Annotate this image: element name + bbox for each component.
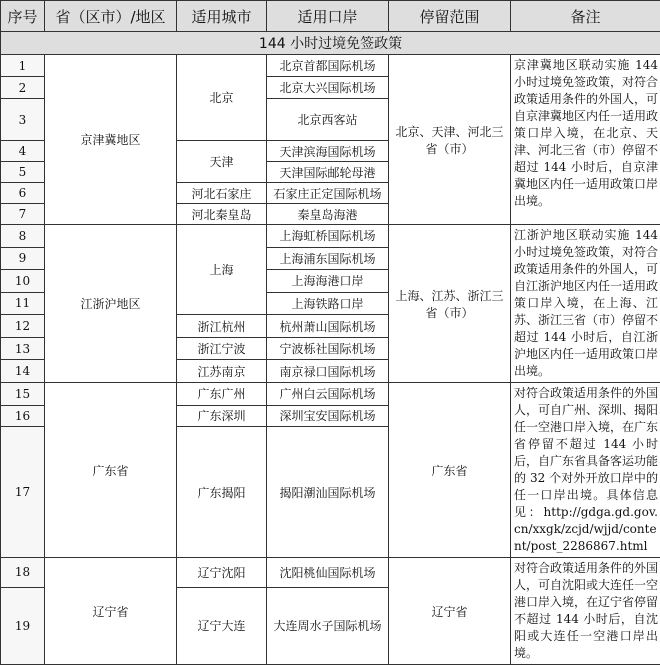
- port-cell: 沈阳桃仙国际机场: [267, 558, 389, 588]
- city-cell: 河北秦皇岛: [177, 204, 267, 225]
- table-row: [1, 55, 660, 77]
- stay-scope: 上海、江苏、浙江三省（市）: [389, 225, 511, 383]
- stay-scope: 北京、天津、河北三省（市）: [389, 55, 511, 225]
- city-cell: 浙江宁波: [177, 337, 267, 360]
- table-row: [1, 383, 660, 406]
- port-cell: 上海海港口岸: [267, 270, 389, 293]
- city-cell: 浙江杭州: [177, 315, 267, 338]
- header-remarks: 备注: [511, 1, 660, 32]
- port-cell: 深圳宝安国际机场: [267, 405, 389, 427]
- row-number: 1: [1, 55, 45, 77]
- row-number: 12: [1, 315, 45, 338]
- remarks-text: 对符合政策适用条件的外国人，可自广州、深圳、揭阳任一空港口岸入境，在广东省停留不超过 144 小时后，自广东省具备客运功能的 32 个对外开放口岸中的任一口岸出境。具体信息见：http://gdga.gd.gov.cn/xxgk/zcjd/wjjd/content/post_2286867.html: [511, 383, 660, 558]
- port-cell: 上海浦东国际机场: [267, 247, 389, 270]
- header-port: 适用口岸: [267, 1, 389, 32]
- port-cell: 南京禄口国际机场: [267, 360, 389, 383]
- row-number: 4: [1, 141, 45, 162]
- header-city: 适用城市: [177, 1, 267, 32]
- port-cell: 上海虹桥国际机场: [267, 225, 389, 248]
- row-number: 3: [1, 99, 45, 141]
- section-title: 144 小时过境免签政策: [1, 32, 660, 55]
- row-number: 8: [1, 225, 45, 248]
- row-number: 16: [1, 405, 45, 427]
- port-cell: 揭阳潮汕国际机场: [267, 427, 389, 558]
- port-cell: 北京首都国际机场: [267, 55, 389, 77]
- row-number: 13: [1, 337, 45, 360]
- region-name: 京津冀地区: [45, 55, 177, 225]
- port-cell: 石家庄正定国际机场: [267, 183, 389, 204]
- remarks-text: 京津冀地区联动实施 144 小时过境免签政策，对符合政策适用条件的外国人，可自京津冀地区内任一适用政策口岸入境，在北京、天津、河北三省（市）停留不超过 144 小时后，自京津冀地区内任一适用政策口岸出境。: [511, 55, 660, 225]
- port-cell: 大连周水子国际机场: [267, 587, 389, 664]
- remarks-text: 对符合政策适用条件的外国人，可自沈阳或大连任一空港口岸入境，在辽宁省停留不超过 144 小时后，自沈阳或大连任一空港口岸出境。: [511, 558, 660, 665]
- port-cell: 北京西客站: [267, 99, 389, 141]
- city-cell: 辽宁沈阳: [177, 558, 267, 588]
- port-cell: 天津国际邮轮母港: [267, 162, 389, 183]
- port-cell: 宁波栎社国际机场: [267, 337, 389, 360]
- row-number: 10: [1, 270, 45, 293]
- city-cell: 江苏南京: [177, 360, 267, 383]
- table-row: [1, 225, 660, 248]
- city-cell: 天津: [177, 141, 267, 183]
- city-cell: 上海: [177, 225, 267, 315]
- port-cell: 杭州萧山国际机场: [267, 315, 389, 338]
- city-cell: 广东揭阳: [177, 427, 267, 558]
- region-name: 辽宁省: [45, 558, 177, 665]
- row-number: 6: [1, 183, 45, 204]
- row-number: 2: [1, 77, 45, 99]
- header-row: [1, 1, 660, 32]
- region-name: 广东省: [45, 383, 177, 558]
- header-region: 省（区市）/地区: [45, 1, 177, 32]
- row-number: 18: [1, 558, 45, 588]
- row-number: 11: [1, 292, 45, 315]
- city-cell: 辽宁大连: [177, 587, 267, 664]
- port-cell: 上海铁路口岸: [267, 292, 389, 315]
- region-name: 江浙沪地区: [45, 225, 177, 383]
- section-title-row: [1, 32, 660, 55]
- header-stay-scope: 停留范围: [389, 1, 511, 32]
- port-cell: 北京大兴国际机场: [267, 77, 389, 99]
- row-number: 17: [1, 427, 45, 558]
- stay-scope: 广东省: [389, 383, 511, 558]
- row-number: 7: [1, 204, 45, 225]
- port-cell: 天津滨海国际机场: [267, 141, 389, 162]
- row-number: 15: [1, 383, 45, 406]
- remarks-text: 江浙沪地区联动实施 144 小时过境免签政策，对符合政策适用条件的外国人，可自江浙沪地区内任一适用政策口岸入境，在上海、江苏、浙江三省（市）停留不超过 144 小时后，自江浙沪地区内任一适用政策口岸出境。: [511, 225, 660, 383]
- table-row: [1, 558, 660, 588]
- city-cell: 河北石家庄: [177, 183, 267, 204]
- row-number: 5: [1, 162, 45, 183]
- port-cell: 广州白云国际机场: [267, 383, 389, 406]
- row-number: 14: [1, 360, 45, 383]
- row-number: 9: [1, 247, 45, 270]
- city-cell: 北京: [177, 55, 267, 141]
- city-cell: 广东广州: [177, 383, 267, 406]
- city-cell: 广东深圳: [177, 405, 267, 427]
- header-index: 序号: [1, 1, 45, 32]
- port-cell: 秦皇岛海港: [267, 204, 389, 225]
- row-number: 19: [1, 587, 45, 664]
- stay-scope: 辽宁省: [389, 558, 511, 665]
